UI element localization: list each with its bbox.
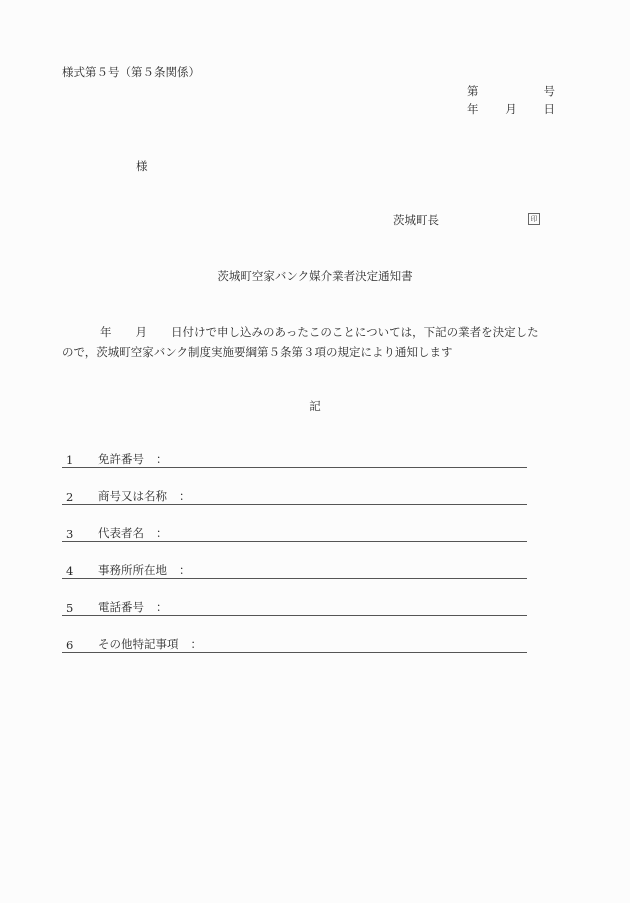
sender-title: 茨城町長 <box>393 213 439 227</box>
field-number: 4 <box>66 564 74 578</box>
date-day: 日 <box>543 102 555 116</box>
body-paragraph <box>62 322 572 362</box>
body-month: 月 <box>135 325 147 339</box>
field-trade-name[interactable] <box>62 487 527 505</box>
seal-icon: 印 <box>528 213 540 225</box>
field-colon: ： <box>156 600 168 614</box>
field-label: 電話番号 <box>98 600 144 614</box>
field-license-number[interactable] <box>62 450 527 468</box>
field-label: 免許番号 <box>98 452 144 466</box>
field-office-address[interactable] <box>62 561 527 579</box>
field-colon: ： <box>190 637 202 651</box>
ki-heading: 記 <box>309 399 321 413</box>
body-line-1 <box>62 322 572 342</box>
doc-number-prefix: 第 <box>467 84 479 98</box>
document-number <box>467 83 555 99</box>
addressee: 様 <box>136 159 148 173</box>
date-month: 月 <box>505 102 517 116</box>
field-colon: ： <box>179 489 191 503</box>
field-label: 代表者名 <box>98 526 144 540</box>
field-number: 5 <box>66 601 74 615</box>
field-representative[interactable] <box>62 524 527 542</box>
body-year: 年 <box>100 325 112 339</box>
field-colon: ： <box>156 452 168 466</box>
field-number: 3 <box>66 527 74 541</box>
body-line-2: ので，茨城町空家バンク制度実施要綱第５条第３項の規定により通知します <box>62 345 453 359</box>
field-colon: ： <box>179 563 191 577</box>
field-number: 6 <box>66 638 74 652</box>
doc-number-suffix: 号 <box>543 84 555 98</box>
field-label: 商号又は名称 <box>98 489 167 503</box>
field-label: その他特記事項 <box>98 637 179 651</box>
body-line-1-text: 日付けで申し込みのあったこのことについては，下記の業者を決定した <box>171 325 539 339</box>
issue-date <box>467 101 555 117</box>
field-colon: ： <box>156 526 168 540</box>
field-phone-number[interactable] <box>62 598 527 616</box>
document-title: 茨城町空家バンク媒介業者決定通知書 <box>217 269 413 283</box>
field-number: 2 <box>66 490 74 504</box>
field-label: 事務所所在地 <box>98 563 167 577</box>
form-number: 様式第５号（第５条関係） <box>62 65 200 79</box>
field-other-notes[interactable] <box>62 635 527 653</box>
field-number: 1 <box>66 453 74 467</box>
date-year: 年 <box>467 102 479 116</box>
